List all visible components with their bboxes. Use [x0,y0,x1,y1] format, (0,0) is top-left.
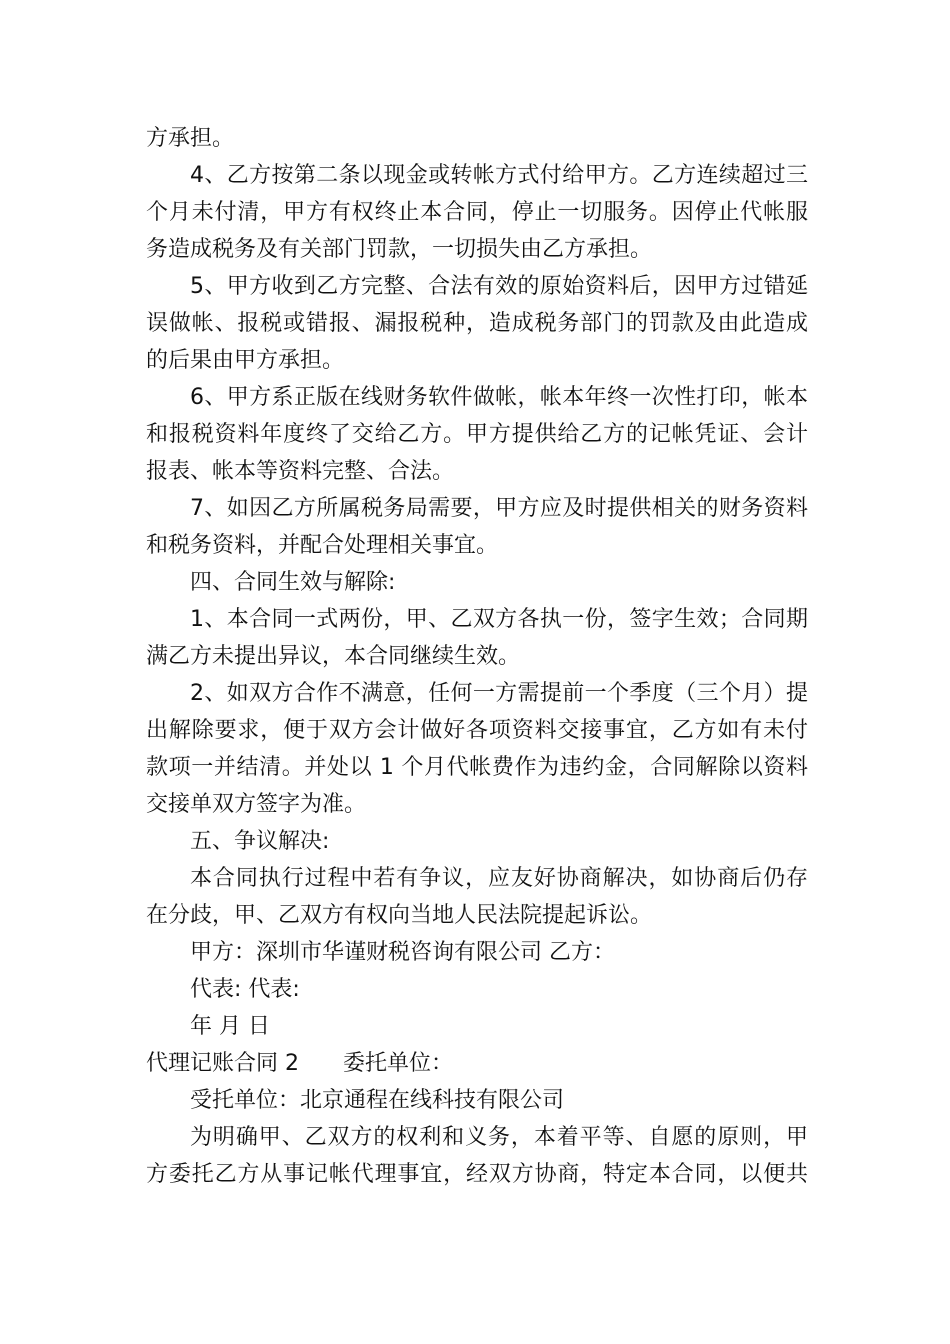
representative-line: 代表: 代表: [190,977,300,1002]
contract-2-title: 代理记账合同 2 [146,1051,299,1076]
clause-6-line: 和报税资料年度终了交给乙方。甲方提供给乙方的记帐凭证、会计 [146,422,808,447]
effect-clause-2-line: 款项一并结清。并处以 1 个月代帐费作为违约金，合同解除以资料 [146,755,808,780]
trustee-line: 受托单位：北京通程在线科技有限公司 [190,1088,565,1113]
effect-clause-1-line: 1、本合同一式两份，甲、乙双方各执一份，签字生效；合同期 [190,607,808,632]
effect-clause-1-line: 满乙方未提出异议，本合同继续生效。 [146,644,521,669]
clause-4-line: 个月未付清，甲方有权终止本合同，停止一切服务。因停止代帐服 [146,200,808,225]
clause-5-line: 误做帐、报税或错报、漏报税种，造成税务部门的罚款及由此造成 [146,311,808,336]
clause-4-line: 4、乙方按第二条以现金或转帐方式付给甲方。乙方连续超过三 [190,163,808,188]
document-body [146,120,808,1193]
section-heading-effect: 四、合同生效与解除: [190,570,396,595]
intro-paragraph-line: 为明确甲、乙双方的权利和义务，本着平等、自愿的原则，甲 [190,1125,808,1150]
intro-paragraph-line: 方委托乙方从事记帐代理事宜，经双方协商，特定本合同，以便共 [146,1162,808,1187]
dispute-paragraph-line: 在分歧，甲、乙双方有权向当地人民法院提起诉讼。 [146,903,653,928]
effect-clause-2-line: 交接单双方签字为准。 [146,792,367,817]
paragraph-line: 方承担。 [146,126,235,151]
effect-clause-2-line: 2、如双方合作不满意，任何一方需提前一个季度（三个月）提 [190,681,808,706]
clause-7-line: 7、如因乙方所属税务局需要，甲方应及时提供相关的财务资料 [190,496,808,521]
contract-2-heading [146,1045,808,1082]
dispute-paragraph-line: 本合同执行过程中若有争议，应友好协商解决，如协商后仍存 [190,866,808,891]
clause-6-line: 报表、帐本等资料完整、合法。 [146,459,455,484]
clause-5-line: 5、甲方收到乙方完整、合法有效的原始资料后，因甲方过错延 [190,274,808,299]
clause-6-line: 6、甲方系正版在线财务软件做帐，帐本年终一次性打印，帐本 [190,385,808,410]
party-signature-line: 甲方：深圳市华谨财税咨询有限公司 乙方： [190,940,615,965]
effect-clause-2-line: 出解除要求，便于双方会计做好各项资料交接事宜，乙方如有未付 [146,718,808,743]
clause-5-line: 的后果由甲方承担。 [146,348,345,373]
date-line: 年 月 日 [190,1014,270,1039]
section-heading-dispute: 五、争议解决: [190,829,330,854]
clause-7-line: 和税务资料，并配合处理相关事宜。 [146,533,499,558]
clause-4-line: 务造成税务及有关部门罚款，一切损失由乙方承担。 [146,237,653,262]
entrusting-party-label: 委托单位： [343,1051,454,1076]
